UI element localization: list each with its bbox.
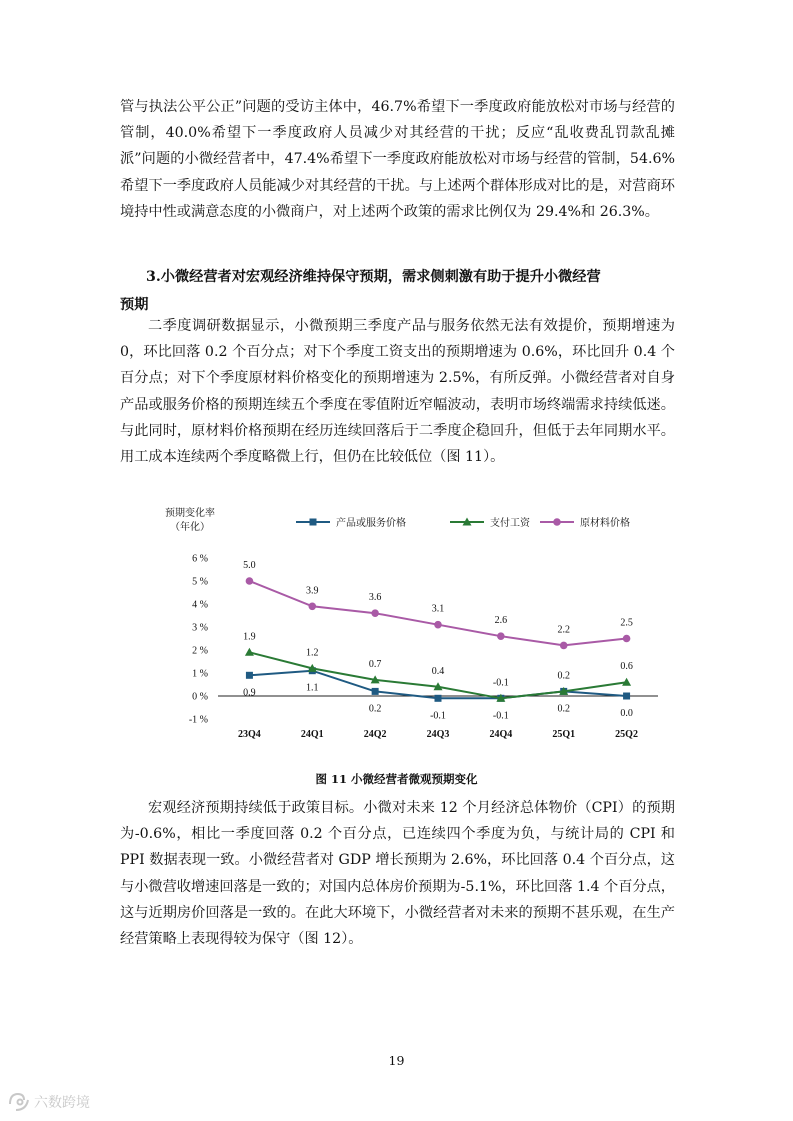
data-point — [308, 603, 316, 611]
data-label: -0.1 — [492, 677, 509, 689]
body-paragraph-3: 宏观经济预期持续低于政策目标。小微对未来 12 个月经济总体物价（CPI）的预期为-0.6%，相比一季度回落 0.2 个百分点，已连续四个季度为负，与统计局的 CPI 和 PPI 数据表现一致。小微经营者对 GDP 增长预期为 2.6%，环比回落 0.4 个百分点，这与小微营收增速回落是一致的；对国内总体房价预期为-5.1%，环比回落 1.4 个百分点，这与近期房价回落是一致的。在此大环境下，小微经营者对未来的预期不甚乐观，在生产经营策略上表现得较为保守（图 12）。 — [120, 800, 675, 948]
legend-label: 原材料价格 — [580, 518, 630, 529]
x-tick-label: 24Q3 — [426, 729, 450, 740]
x-tick-label: 25Q2 — [615, 729, 638, 740]
data-label: 0.2 — [557, 703, 570, 715]
data-point — [560, 642, 568, 650]
x-tick-label: 23Q4 — [238, 729, 261, 740]
data-label: -0.1 — [430, 710, 446, 722]
data-label: 2.6 — [494, 615, 508, 627]
data-label: 3.6 — [368, 592, 382, 604]
data-point — [435, 695, 442, 702]
data-label: 0.2 — [557, 670, 570, 682]
page-number: 19 — [388, 1053, 405, 1068]
data-label: 5.0 — [243, 560, 256, 571]
legend-label: 支付工资 — [490, 518, 530, 529]
legend-marker — [310, 519, 317, 526]
body-paragraph-1: 管与执法公平公正”问题的受访主体中，46.7%希望下一季度政府能放松对市场与经营的管制，40.0%希望下一季度政府人员减少对其经营的干扰；反应“乱收费乱罚款乱摊派”问题的小微经营者中，47.4%希望下一季度政府能放松对市场与经营的管制，54.6%希望下一季度政府人员能减少对其经营的干扰。与上述两个群体形成对比的是，对营商环境持中性或满意态度的小微商户，对上述两个政策的需求比例仅为 29.4%和 26.3%。 — [120, 99, 675, 220]
y-tick-label: 5 % — [192, 576, 208, 588]
section-heading-line-1: 3.小微经营者对宏观经济维持保守预期，需求侧刺激有助于提升小微经营 — [146, 269, 601, 285]
data-point — [623, 635, 631, 643]
data-label: 1.1 — [306, 682, 319, 694]
line-chart-svg — [150, 500, 670, 750]
data-point — [372, 688, 379, 695]
data-label: -0.1 — [492, 710, 509, 722]
y-tick-label: 6 % — [192, 553, 208, 565]
figure-11-chart — [150, 500, 670, 750]
figure-caption: 图 11 小微经营者微观预期变化 — [315, 772, 478, 786]
data-label: 0.6 — [620, 661, 633, 673]
legend-marker — [553, 518, 561, 526]
y-tick-label: 4 % — [192, 599, 208, 611]
watermark-logo — [6, 1088, 116, 1116]
section-heading — [120, 263, 676, 319]
x-tick-label: 24Q1 — [300, 729, 324, 740]
x-tick-label: 25Q1 — [552, 729, 576, 740]
data-point — [246, 672, 253, 679]
data-point — [623, 693, 630, 700]
y-tick-label: -1 % — [188, 714, 208, 726]
data-point — [246, 577, 254, 585]
y-axis-label-line-1: 预期变化率 — [165, 508, 215, 519]
data-label: 0.9 — [243, 687, 256, 699]
data-point — [371, 609, 379, 617]
y-tick-label: 2 % — [192, 645, 208, 657]
data-label: 0.2 — [368, 703, 382, 715]
data-label: 0.4 — [431, 665, 445, 677]
legend-label: 产品或服务价格 — [336, 518, 406, 529]
watermark-icon — [10, 1094, 28, 1110]
data-label: 1.9 — [243, 631, 256, 643]
y-tick-label: 3 % — [192, 622, 208, 634]
section-heading-line-2: 预期 — [120, 297, 149, 313]
chart-series — [243, 560, 633, 721]
data-label: 2.2 — [557, 624, 570, 636]
data-label: 0.0 — [620, 708, 633, 719]
y-tick-label: 1 % — [192, 668, 208, 680]
data-label: 1.2 — [306, 647, 319, 659]
data-label: 3.1 — [431, 603, 445, 615]
x-tick-label: 24Q4 — [489, 729, 513, 740]
data-point — [245, 648, 254, 656]
chart-legend — [296, 516, 630, 529]
data-point — [434, 621, 442, 629]
x-tick-label: 24Q2 — [363, 729, 387, 740]
data-point — [497, 632, 505, 640]
watermark-text: 六数跨境 — [34, 1095, 90, 1111]
y-tick-label: 0 % — [192, 691, 208, 703]
data-label: 0.7 — [368, 658, 382, 670]
data-label: 2.5 — [620, 617, 633, 629]
chart-axes — [189, 554, 658, 741]
body-paragraph-2: 二季度调研数据显示，小微预期三季度产品与服务依然无法有效提价，预期增速为 0，环比回落 0.2 个百分点；对下个季度工资支出的预期增速为 0.6%，环比回升 0.4 个百分点；对下个季度原材料价格变化的预期增速为 2.5%，有所反弹。小微经营者对自身产品或服务价格的预期连续五个季度在零值附近窄幅波动，表明市场终端需求持续低迷。与此同时，原材料价格预期在经历连续回落后于二季度企稳回升，但低于去年同期水平。用工成本连续两个季度略微上行，但仍在比较低位（图 11）。 — [120, 318, 675, 466]
y-axis-label-line-2: （年化） — [170, 522, 210, 533]
data-label: 3.9 — [306, 585, 319, 597]
